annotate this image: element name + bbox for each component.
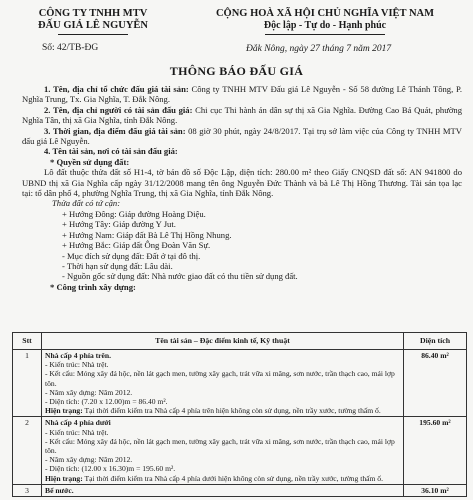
col-header-stt: Stt — [13, 333, 42, 350]
document-date: Đắk Nông, ngày 27 tháng 7 năm 2017 — [246, 44, 392, 54]
asset-status — [45, 474, 400, 483]
section-2 — [22, 105, 462, 126]
org-name-line2: ĐẤU GIÁ LÊ NGUYỄN — [38, 20, 148, 31]
row-stt: 3 — [13, 484, 42, 496]
motto-underline — [265, 34, 385, 35]
row-area: 195.60 m² — [404, 417, 467, 484]
row-stt: 2 — [13, 417, 42, 484]
asset-line: - Diện tích: (7.20 x 12.00)m = 86.40 m². — [45, 397, 168, 407]
nation-motto: Độc lập - Tự do - Hạnh phúc — [263, 20, 387, 31]
row-details — [42, 484, 404, 496]
org-name-line1: CÔNG TY TNHH MTV — [38, 8, 148, 19]
col-header-name: Tên tài sản – Đặc điểm kinh tế, Kỹ thuật — [42, 333, 404, 350]
asset-line: - Năm xây dựng: Năm 2012. — [45, 387, 133, 397]
asset-status-text: Tại thời điểm kiểm tra Nhà cấp 4 phía dưới hiện không còn sử dụng, nền trầy xước, tường thấm ố. — [82, 473, 383, 483]
section-2-text: Chi cục Thi hành án dân sự thị xã Gia Nghĩa. Đường Cao Bá Quát, phường Nghĩa Tân, thị xã Gia Nghĩa, tỉnh Đắk Nông. — [22, 104, 462, 126]
boundary-item: + Hướng Bắc: Giáp đất Ông Đoàn Văn Sự. — [62, 240, 211, 251]
land-description: Lô đất thuộc thửa đất số H1-4, tờ bản đồ số Độc Lập, diện tích: 280.00 m² theo Giấy CNQSD đất số: AN 941800 do UBND thị xã Gia Nghĩa cấp ngày 31/12/2008 mang tên ông Nguyễn Đức Thành và bà Lê Thị Hồng Thương. Tài sản tọa lạc tại: tổ dân phố 4, phường Nghĩa Trung, thị xã Gia Nghĩa, tỉnh Đắk Nông. — [22, 167, 462, 199]
section-4-label: 4. Tên tài sản, nơi có tài sản đấu giá: — [44, 146, 178, 157]
asset-status-label: Hiện trạng: — [45, 473, 83, 483]
boundary-item: + Hướng Đông: Giáp đường Hoàng Diệu. — [62, 208, 206, 219]
section-3-text: 08 giờ 30 phút, ngày 24/8/2017. Tại trụ sở làm việc của Công ty TNHH MTV đấu giá Lê Nguyễn. — [22, 125, 462, 147]
works-heading: * Công trình xây dựng: — [50, 281, 136, 292]
boundary-item: + Hướng Tây: Giáp đường Y Jut. — [62, 219, 176, 230]
asset-status — [45, 406, 400, 415]
document-title: THÔNG BÁO ĐẤU GIÁ — [169, 64, 304, 78]
row-details — [42, 417, 404, 484]
asset-status-text: Tại thời điểm kiểm tra Nhà cấp 4 phía trên hiện không còn sử dụng, nền trầy xước, tường thấm ố. — [82, 406, 381, 416]
document-body — [22, 84, 462, 292]
row-area: 86.40 m² — [404, 350, 467, 417]
table-row — [13, 417, 467, 484]
asset-line: - Kết cấu: Móng xây đá hộc, nền lát gạch men, tường xây gạch, trát vữa xi măng, sơn nước, trần thạch cao, mái lợp tôn. — [45, 436, 395, 456]
nation-header — [190, 8, 460, 35]
section-1-text: Công ty TNHH MTV Đấu giá Lê Nguyễn - Số 58 đường Lê Thánh Tông, P. Nghĩa Trung, Tx. Gia Nghĩa, T. Đắk Nông. — [22, 84, 462, 105]
section-4 — [22, 146, 462, 156]
org-underline — [58, 34, 128, 35]
asset-line: - Diện tích: (12.00 x 16.30)m = 195.60 m². — [45, 464, 176, 474]
assets-table — [12, 332, 467, 497]
asset-line: - Kiến trúc: Nhà trệt. — [45, 360, 109, 370]
col-header-area: Diện tích — [404, 333, 467, 350]
table-row — [13, 484, 467, 496]
asset-name: Nhà cấp 4 phía dưới — [45, 418, 111, 428]
boundaries-heading: Thửa đất có tứ cận: — [52, 198, 121, 209]
boundary-item: + Hướng Nam: Giáp đất Bà Lê Thị Hồng Nhung. — [62, 229, 232, 240]
asset-line: - Kết cấu: Móng xây đá hộc, nền lát gạch men, tường xây gạch, trát vữa xi măng, sơn nước, trần thạch cao, mái lợp tôn. — [45, 369, 395, 388]
section-1-label: 1. Tên, địa chỉ tổ chức đấu giá tài sản: — [44, 84, 189, 94]
row-stt: 1 — [13, 350, 42, 417]
document-number: Số: 42/TB-ĐG — [42, 43, 99, 53]
table-header-row — [13, 333, 467, 350]
asset-line: - Kiến trúc: Nhà trệt. — [45, 427, 109, 437]
org-header — [18, 8, 168, 35]
usage-item: - Thời hạn sử dụng đất: Lâu dài. — [62, 260, 173, 271]
usage-item: - Mục đích sử dụng đất: Đất ở tại đô thị. — [62, 250, 201, 261]
asset-name: Nhà cấp 4 phía trên. — [45, 351, 112, 360]
usage-item: - Nguồn gốc sử dụng đất: Nhà nước giao đất có thu tiền sử dụng đất. — [62, 271, 298, 282]
section-1 — [22, 84, 462, 105]
asset-name: Bể nước. — [45, 485, 74, 495]
row-details — [42, 350, 404, 417]
land-rights-heading: * Quyền sử dụng đất: — [50, 156, 130, 167]
row-area: 36.10 m² — [404, 484, 467, 496]
section-3 — [22, 126, 462, 147]
asset-line: - Năm xây dựng: Năm 2012. — [45, 455, 133, 465]
asset-status-label: Hiện trạng: — [45, 406, 83, 416]
section-2-label: 2. Tên, địa chỉ người có tài sản đấu giá: — [44, 104, 193, 115]
section-3-label: 3. Thời gian, địa điểm đấu giá tài sản: — [44, 125, 186, 136]
table-row — [13, 350, 467, 417]
nation-name: CỘNG HOÀ XÃ HỘI CHỦ NGHĨA VIỆT NAM — [215, 8, 435, 19]
